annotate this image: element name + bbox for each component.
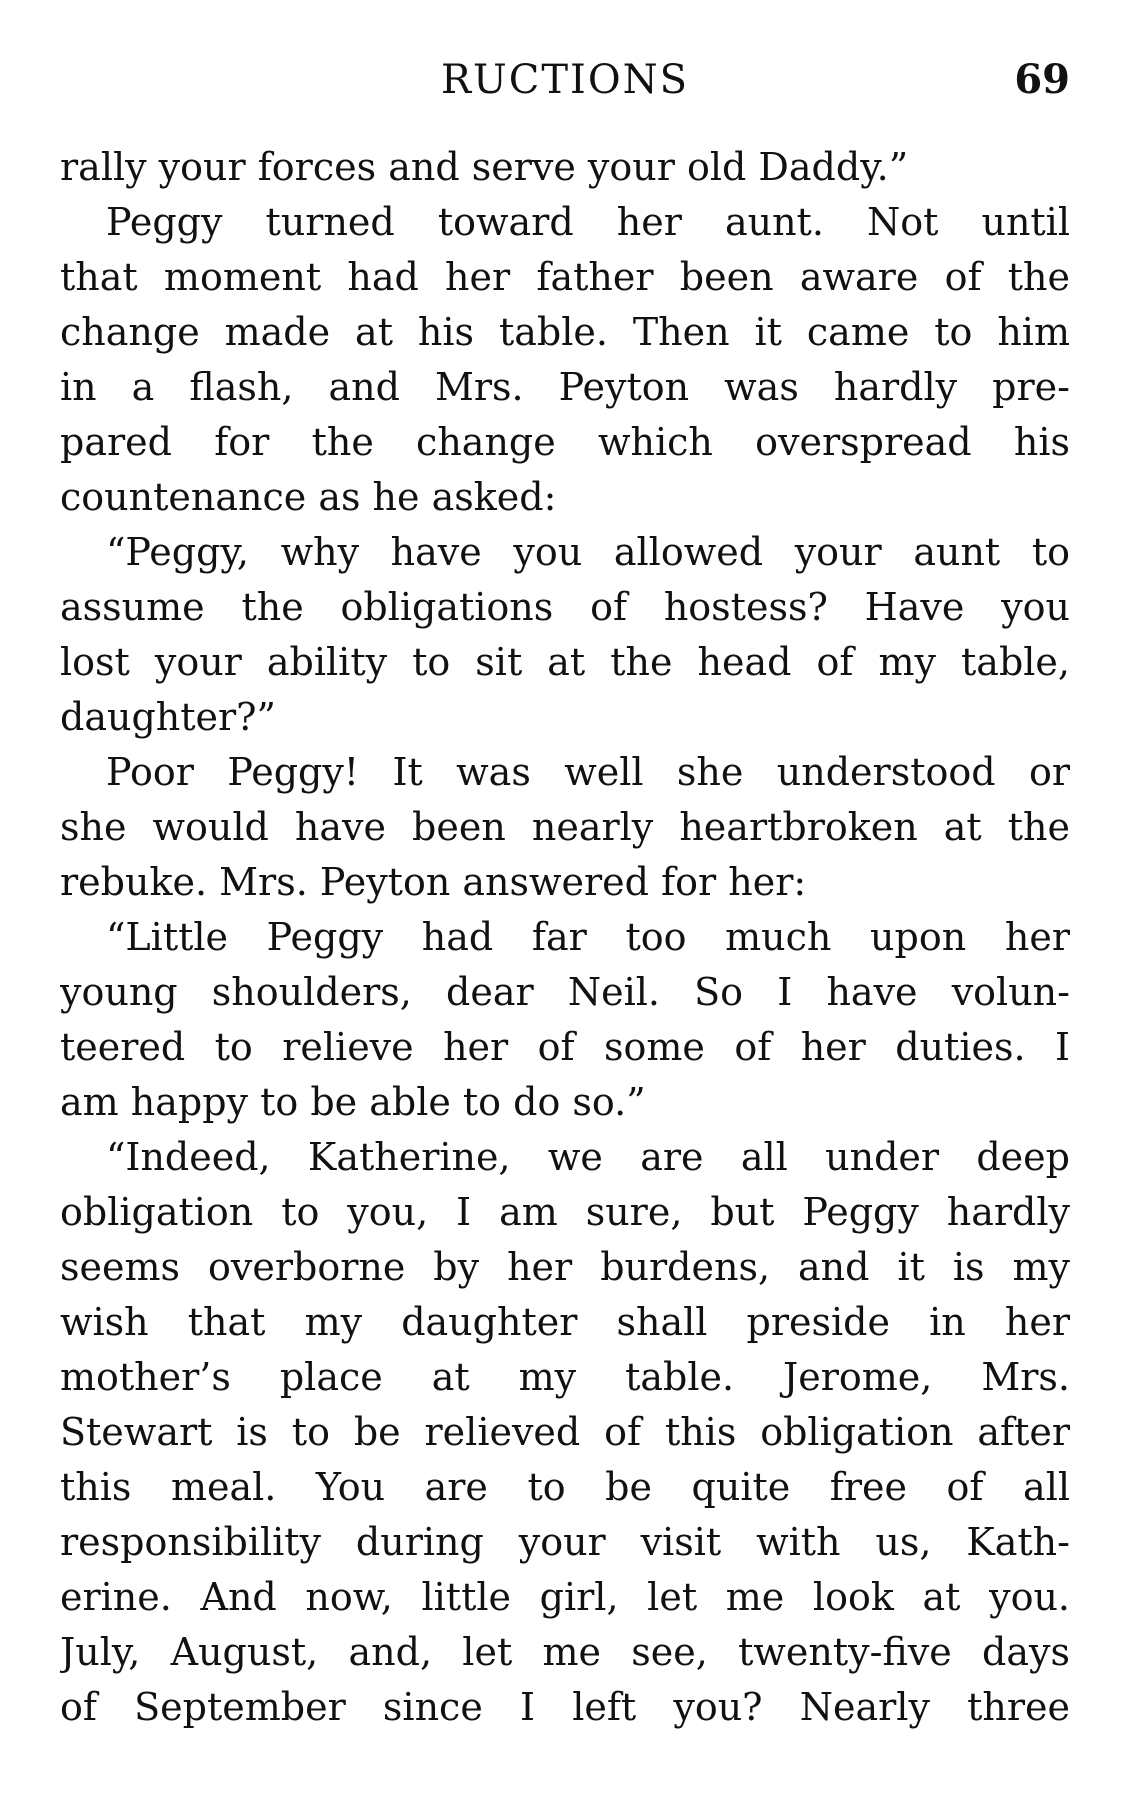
text-line: lost your ability to sit at the head of my table, xyxy=(60,640,1070,684)
text-line: rebuke. Mrs. Peyton answered for her: xyxy=(60,860,807,904)
text-line: am happy to be able to do so.” xyxy=(60,1080,646,1124)
text-line: “Indeed, Katherine, we are all under deep xyxy=(106,1135,1070,1179)
text-line: pared for the change which overspread his xyxy=(60,420,1070,464)
text-line: of September since I left you? Nearly three xyxy=(60,1685,1070,1729)
text-line: Peggy turned toward her aunt. Not until xyxy=(106,200,1070,244)
text-line: responsibility during your visit with us, Kath- xyxy=(60,1520,1070,1564)
text-line: July, August, and, let me see, twenty-five days xyxy=(60,1630,1070,1674)
text-line: Poor Peggy! It was well she understood or xyxy=(106,750,1070,794)
text-line: erine. And now, little girl, let me look at you. xyxy=(60,1575,1070,1619)
text-line: Stewart is to be relieved of this obligation after xyxy=(60,1410,1070,1454)
text-line: assume the obligations of hostess? Have you xyxy=(60,585,1070,629)
text-line: in a flash, and Mrs. Peyton was hardly pre- xyxy=(60,365,1070,409)
text-line: this meal. You are to be quite free of all xyxy=(60,1465,1070,1509)
text-line: teered to relieve her of some of her duties. I xyxy=(60,1025,1070,1069)
text-line: young shoulders, dear Neil. So I have volun- xyxy=(60,970,1070,1014)
text-line: daughter?” xyxy=(60,695,276,739)
text-line: change made at his table. Then it came to him xyxy=(60,310,1070,354)
page-header xyxy=(60,50,1070,110)
text-line: she would have been nearly heartbroken at the xyxy=(60,805,1070,849)
page-number: 69 xyxy=(1014,56,1070,103)
body-text xyxy=(60,140,1070,1735)
text-line: “Little Peggy had far too much upon her xyxy=(106,915,1070,959)
text-line: seems overborne by her burdens, and it is my xyxy=(60,1245,1070,1289)
text-line: “Peggy, why have you allowed your aunt to xyxy=(106,530,1070,574)
text-line: that moment had her father been aware of the xyxy=(60,255,1070,299)
text-line: mother’s place at my table. Jerome, Mrs. xyxy=(60,1355,1070,1399)
running-title: RUCTIONS xyxy=(440,57,690,103)
text-line: countenance as he asked: xyxy=(60,475,557,519)
text-line: obligation to you, I am sure, but Peggy hardly xyxy=(60,1190,1070,1234)
text-line: wish that my daughter shall preside in her xyxy=(60,1300,1070,1344)
text-line: rally your forces and serve your old Daddy.” xyxy=(60,145,909,189)
